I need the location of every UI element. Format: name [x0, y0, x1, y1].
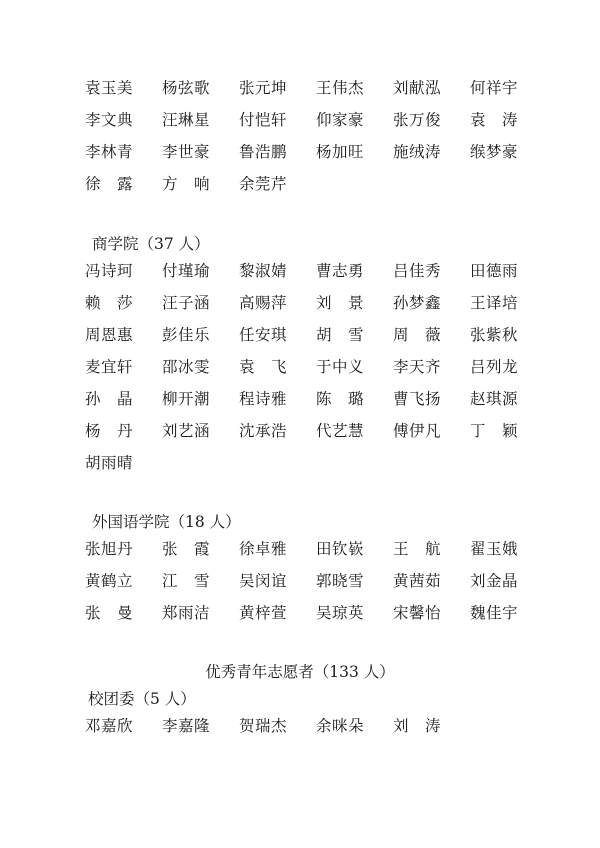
- person-name: 方 响: [162, 175, 211, 193]
- person-name: 张 曼: [85, 604, 134, 622]
- person-name: 吕列龙: [470, 358, 519, 376]
- person-name: 翟玉娥: [470, 540, 519, 558]
- name-row: [85, 291, 545, 315]
- person-name: 周恩惠: [85, 326, 134, 344]
- person-name: 王译培: [470, 294, 519, 312]
- person-name: 王伟杰: [316, 79, 365, 97]
- person-name: 黄梓萱: [239, 604, 288, 622]
- person-name: 田钦嵚: [316, 540, 365, 558]
- name-row: [85, 714, 545, 738]
- person-name: 于中义: [316, 358, 365, 376]
- person-name: 李世豪: [162, 143, 211, 161]
- name-row: [85, 172, 545, 196]
- person-name: 王 航: [393, 540, 442, 558]
- person-name: 代艺慧: [316, 422, 365, 440]
- name-row: [85, 355, 545, 379]
- person-name: 袁 涛: [470, 111, 519, 129]
- person-name: 袁 飞: [239, 358, 288, 376]
- person-name: 李天齐: [393, 358, 442, 376]
- person-name: 吴闵谊: [239, 572, 288, 590]
- person-name: 黎淑婧: [239, 262, 288, 280]
- person-name: 余咪朵: [316, 717, 365, 735]
- person-name: 赖 莎: [85, 294, 134, 312]
- person-name: 张万俊: [393, 111, 442, 129]
- person-name: 张元坤: [239, 79, 288, 97]
- person-name: 刘 景: [316, 294, 365, 312]
- person-name: 胡雨晴: [85, 454, 134, 472]
- person-name: 仰家豪: [316, 111, 365, 129]
- person-name: 李文典: [85, 111, 134, 129]
- person-name: 孙 晶: [85, 390, 134, 408]
- person-name: 张紫秋: [470, 326, 519, 344]
- person-name: 丁 颖: [470, 422, 519, 440]
- person-name: 邵冰雯: [162, 358, 211, 376]
- person-name: 鲁浩鹏: [239, 143, 288, 161]
- person-name: 孙梦鑫: [393, 294, 442, 312]
- person-name: 冯诗珂: [85, 262, 134, 280]
- person-name: 傅伊凡: [393, 422, 442, 440]
- person-name: 黄鹤立: [85, 572, 134, 590]
- person-name: 缑梦豪: [470, 143, 519, 161]
- person-name: 田德雨: [470, 262, 519, 280]
- person-name: 赵琪源: [470, 390, 519, 408]
- name-row: [85, 140, 545, 164]
- section-title-volunteers: 优秀青年志愿者（133 人）: [205, 663, 395, 681]
- section-heading-business: 商学院（37 人）: [92, 235, 210, 253]
- person-name: 黄茜茹: [393, 572, 442, 590]
- person-name: 刘艺涵: [162, 422, 211, 440]
- person-name: 任安琪: [239, 326, 288, 344]
- person-name: 张 霞: [162, 540, 211, 558]
- person-name: 李嘉隆: [162, 717, 211, 735]
- person-name: 周 薇: [393, 326, 442, 344]
- name-row: [85, 601, 545, 625]
- person-name: 刘献泓: [393, 79, 442, 97]
- name-row: [85, 76, 545, 100]
- person-name: 汪子涵: [162, 294, 211, 312]
- section-heading-foreign: 外国语学院（18 人）: [92, 513, 241, 531]
- person-name: 杨弦歌: [162, 79, 211, 97]
- person-name: 刘 涛: [393, 717, 442, 735]
- person-name: 曹志勇: [316, 262, 365, 280]
- person-name: 徐 露: [85, 175, 134, 193]
- person-name: 袁玉美: [85, 79, 134, 97]
- person-name: 吕佳秀: [393, 262, 442, 280]
- name-row: [85, 387, 545, 411]
- name-row: [85, 108, 545, 132]
- person-name: 曹飞扬: [393, 390, 442, 408]
- person-name: 李林青: [85, 143, 134, 161]
- person-name: 高赐萍: [239, 294, 288, 312]
- name-row: [85, 419, 545, 443]
- person-name: 刘金晶: [470, 572, 519, 590]
- person-name: 郭晓雪: [316, 572, 365, 590]
- name-row: [85, 259, 545, 283]
- person-name: 邓嘉欣: [85, 717, 134, 735]
- person-name: 付瑾瑜: [162, 262, 211, 280]
- person-name: 张旭丹: [85, 540, 134, 558]
- person-name: 沈承浩: [239, 422, 288, 440]
- person-name: 柳开潮: [162, 390, 211, 408]
- person-name: 程诗雅: [239, 390, 288, 408]
- person-name: 徐卓雅: [239, 540, 288, 558]
- person-name: 吴琼英: [316, 604, 365, 622]
- person-name: 陈 璐: [316, 390, 365, 408]
- person-name: 贺瑞杰: [239, 717, 288, 735]
- person-name: 彭佳乐: [162, 326, 211, 344]
- person-name: 胡 雪: [316, 326, 365, 344]
- person-name: 杨加旺: [316, 143, 365, 161]
- person-name: 麦宜轩: [85, 358, 134, 376]
- name-row: [85, 451, 545, 475]
- section-heading-youth-league: 校团委（5 人）: [88, 690, 196, 708]
- name-row: [85, 569, 545, 593]
- person-name: 郑雨洁: [162, 604, 211, 622]
- person-name: 余莞芹: [239, 175, 288, 193]
- name-row: [85, 323, 545, 347]
- person-name: 魏佳宇: [470, 604, 519, 622]
- person-name: 施绒涛: [393, 143, 442, 161]
- name-row: [85, 537, 545, 561]
- person-name: 杨 丹: [85, 422, 134, 440]
- person-name: 付恺轩: [239, 111, 288, 129]
- person-name: 何祥宇: [470, 79, 519, 97]
- person-name: 宋馨怡: [393, 604, 442, 622]
- person-name: 江 雪: [162, 572, 211, 590]
- person-name: 汪琳星: [162, 111, 211, 129]
